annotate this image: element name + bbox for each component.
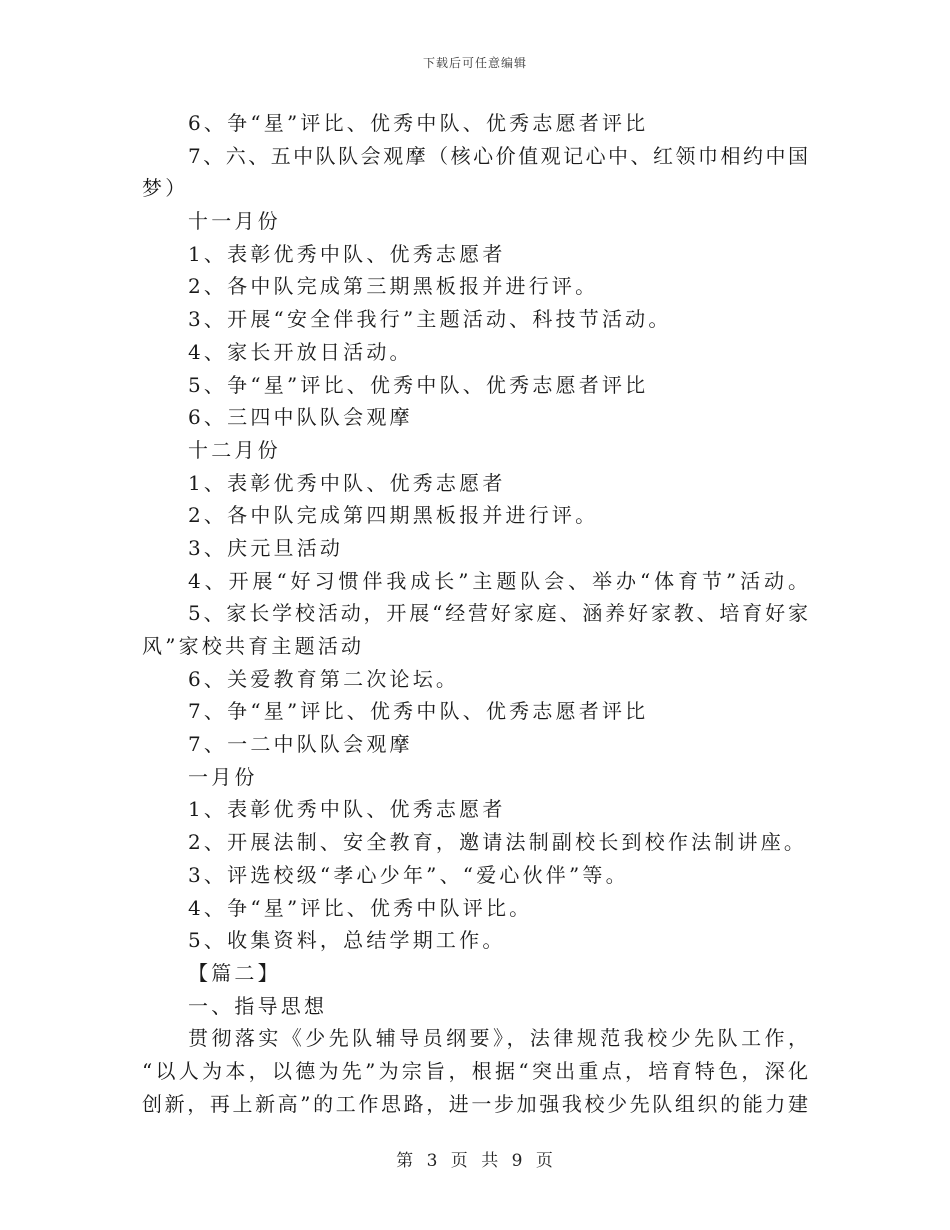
- text-line: 风”家校共育主题活动: [142, 634, 365, 658]
- text-line: 5、家长学校活动，开展“经营好家庭、涵养好家教、培育好家: [188, 601, 808, 626]
- text-line: 7、六、五中队队会观摩（核心价值观记心中、红领巾相约中国: [188, 143, 808, 168]
- text-line: 6、三四中队队会观摩: [188, 405, 413, 430]
- section-heading: 十二月份: [188, 437, 281, 462]
- text-line: 2、各中队完成第四期黑板报并进行评。: [188, 503, 599, 528]
- text-line: 3、开展“安全伴我行”主题活动、科技节活动。: [188, 307, 672, 332]
- text-line: 6、争“星”评比、优秀中队、优秀志愿者评比: [188, 111, 649, 135]
- section-heading: 【篇二】: [188, 960, 281, 985]
- text-line: 4、家长开放日活动。: [188, 339, 413, 364]
- text-line: 1、表彰优秀中队、优秀志愿者: [188, 797, 506, 822]
- text-line: 4、争“星”评比、优秀中队评比。: [188, 895, 533, 920]
- text-line: 7、争“星”评比、优秀中队、优秀志愿者评比: [188, 699, 649, 724]
- document-body: [142, 107, 808, 1120]
- text-line: 1、表彰优秀中队、优秀志愿者: [188, 470, 506, 495]
- page-number: 第 3 页 共 9 页: [396, 1151, 554, 1171]
- text-line: 6、关爱教育第二次论坛。: [188, 666, 460, 691]
- text-line: “以人为本，以德为先”为宗旨，根据“突出重点，培育特色，深化: [142, 1058, 808, 1083]
- text-line: 创新，再上新高”的工作思路，进一步加强我校少先队组织的能力建: [142, 1091, 808, 1116]
- text-line: 1、表彰优秀中队、优秀志愿者: [188, 241, 506, 266]
- section-heading: 十一月份: [188, 209, 281, 234]
- section-heading: 一、指导思想: [188, 993, 328, 1018]
- text-line: 2、各中队完成第三期黑板报并进行评。: [188, 274, 599, 299]
- text-line: 3、庆元旦活动: [188, 535, 344, 560]
- text-line: 5、收集资料，总结学期工作。: [188, 928, 506, 953]
- text-line: 贯彻落实《少先队辅导员纲要》，法律规范我校少先队工作，: [188, 1026, 808, 1051]
- text-line: 2、开展法制、安全教育，邀请法制副校长到校作法制讲座。: [188, 830, 808, 855]
- text-line: 4、开展“好习惯伴我成长”主题队会、举办“体育节”活动。: [188, 568, 808, 593]
- text-line: 3、评选校级“孝心少年”、“爱心伙伴”等。: [188, 862, 629, 887]
- text-line: 梦）: [142, 176, 189, 201]
- page-header: 下载后可任意编辑: [422, 56, 527, 70]
- text-line: 7、一二中队队会观摩: [188, 732, 413, 757]
- text-line: 5、争“星”评比、优秀中队、优秀志愿者评比: [188, 372, 649, 397]
- section-heading: 一月份: [188, 764, 258, 789]
